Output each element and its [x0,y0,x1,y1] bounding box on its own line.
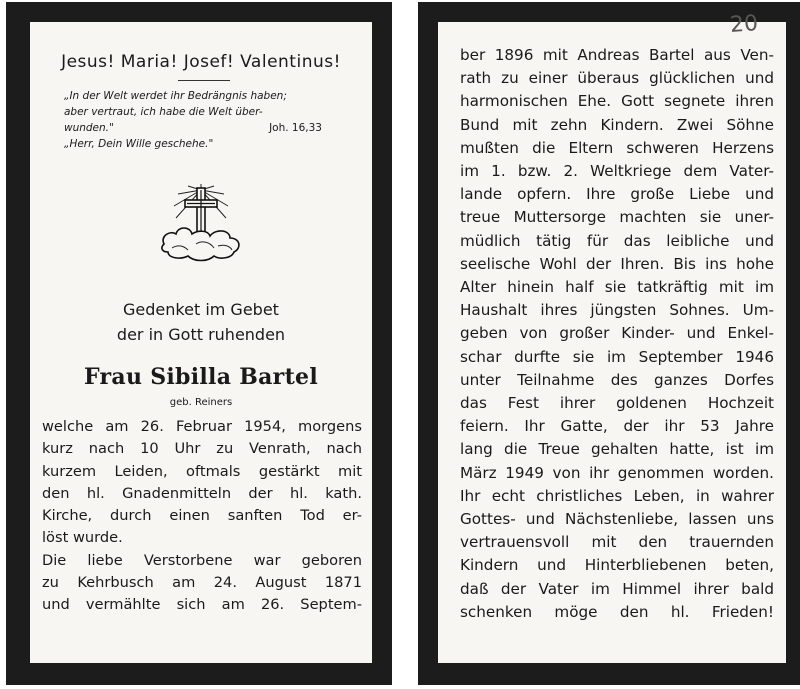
quote-line: aber vertraut, ich habe die Welt über- [64,106,263,118]
text-line: rath zu einer überaus glücklichen und [460,69,774,88]
handwritten-number: 20 [729,11,759,38]
text-line: ber 1896 mit Andreas Bartel aus Ven- [460,46,774,64]
left-body-text [42,416,362,617]
text-line: geben von großer Kinder- und Enkel- [460,324,774,343]
text-line: vertrauensvoll mit den trauernden [460,533,774,552]
text-line: schar durfte sie im September 1946 [460,347,774,366]
text-line: kurz nach 10 Uhr zu Venrath, nach [42,440,362,458]
text-line: müdlich tätig für das leibliche und [460,231,774,250]
text-line: schenken möge den hl. Frieden! [460,602,774,621]
text-line: lande opfern. Ihre große Liebe und [460,185,774,204]
text-line: Kirche, durch einen sanften Tod er- [42,507,362,525]
right-card-paper [438,22,786,663]
cross-on-clouds-icon [158,182,244,262]
text-line: welche am 26. Februar 1954, morgens [42,418,362,435]
scripture-quote [64,88,344,152]
quote-line: „In der Welt werdet ihr Bedrängnis haben; [64,90,287,102]
text-line: lang die Treue gehalten hatte, ist im [460,440,774,459]
text-line: März 1949 von ihr genommen worden. [460,463,774,482]
text-line: löst wurde. [42,529,123,547]
text-line: treue Muttersorge machten sie uner- [460,208,774,227]
right-body-text [460,44,774,624]
prayer-line: Gedenket im Gebet [123,300,279,319]
text-line: daß der Vater im Himmel ihrer bald [460,579,774,598]
text-line: kurzem Leiden, oftmals gestärkt mit [42,462,362,480]
text-line: Haushalt ihres jüngsten Sohnes. Um- [460,301,774,320]
text-line: das Fest ihrer goldenen Hochzeit [460,394,774,413]
text-line: Alter hinein half sie tatkräftig mit im [460,278,774,297]
quote-line: wunden." [64,122,114,134]
text-line: harmonischen Ehe. Gott segnete ihren [460,92,774,111]
text-line: feiern. Ihr Gatte, der ihr 53 Jahre [460,417,774,436]
maiden-name: geb. Reiners [169,397,233,408]
text-line: Kindern und Hinterbliebenen beten, [460,556,774,575]
text-line: und vermählte sich am 26. Septem- [42,596,362,614]
text-line: zu Kehrbusch am 24. August 1871 [42,574,362,592]
prayer-line: der in Gott ruhenden [116,325,286,344]
deceased-name: Frau Sibilla Bartel [83,364,318,390]
text-line: den hl. Gnadenmitteln der hl. kath. [42,484,362,502]
left-memorial-card [6,2,392,685]
quote-line: „Herr, Dein Wille geschehe." [64,138,214,150]
divider-rule [178,80,230,81]
text-line: Gottes- und Nächstenliebe, lassen uns [460,510,774,529]
text-line: Ihr echt christliches Leben, in wahrer [460,486,774,505]
text-line: im 1. bzw. 2. Weltkriege dem Vater- [460,162,774,181]
left-card-paper [30,22,372,663]
text-line: unter Teilnahme des ganzes Dorfes [460,370,774,389]
text-line: seelische Wohl der Ihren. Bis ins hohe [460,254,774,273]
right-memorial-card [418,2,800,685]
scripture-reference: Joh. 16,33 [269,122,322,134]
text-line: Bund mit zehn Kindern. Zwei Söhne [460,115,774,134]
invocation-heading: Jesus! Maria! Josef! Valentinus! [61,52,341,72]
quote-line-with-reference [64,120,344,136]
text-line: Die liebe Verstorbene war geboren [42,551,362,569]
text-line: mußten die Eltern schweren Herzens [460,138,774,157]
